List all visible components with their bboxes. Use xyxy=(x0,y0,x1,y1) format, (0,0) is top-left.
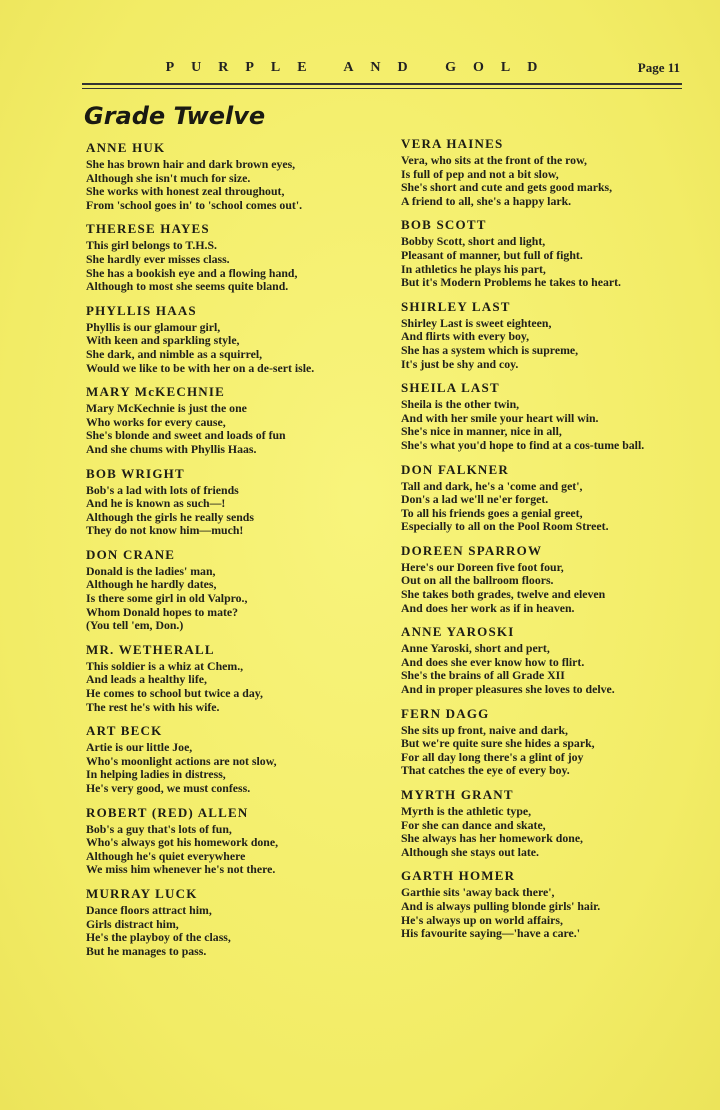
poem-line: A friend to all, she's a happy lark. xyxy=(401,193,572,208)
poem-entry xyxy=(401,299,689,371)
poem-line: To all his friends goes a genial greet, xyxy=(401,505,583,520)
poem-line: The rest he's with his wife. xyxy=(86,699,220,714)
poem-line: Phyllis is our glamour girl, xyxy=(86,319,221,334)
poem-line: Out on all the ballroom floors. xyxy=(401,573,554,588)
poem-line: She's what you'd hope to find at a cos-tume ball. xyxy=(401,437,645,452)
poem-line: Girls distract him, xyxy=(86,916,179,931)
poem-line: Bob's a guy that's lots of fun, xyxy=(86,821,232,836)
poem-line: Pleasant of manner, but full of fight. xyxy=(401,247,583,262)
student-name: ANNE YAROSKI xyxy=(401,624,515,640)
poem-line: She always has her homework done, xyxy=(401,831,583,846)
poem-line: For all day long there's a glint of joy xyxy=(401,749,584,764)
poem-line: Would we like to be with her on a de-sert isle. xyxy=(86,360,315,375)
poem-entry xyxy=(401,217,689,289)
poem-line: She's blonde and sweet and loads of fun xyxy=(86,428,286,443)
student-name: MURRAY LUCK xyxy=(86,885,198,901)
poem-line: And does her work as if in heaven. xyxy=(401,600,575,615)
poem-line: He comes to school but twice a day, xyxy=(86,686,263,701)
poem-line: Although he's quiet everywhere xyxy=(86,848,246,863)
poem-line: We miss him whenever he's not there. xyxy=(86,862,276,877)
poem-line: Especially to all on the Pool Room Street. xyxy=(401,519,609,534)
poem-entry xyxy=(86,547,374,633)
poem-entry xyxy=(86,805,374,877)
student-name: FERN DAGG xyxy=(401,705,490,721)
student-name: BOB SCOTT xyxy=(401,217,487,233)
poem-line: She takes both grades, twelve and eleven xyxy=(401,587,606,602)
student-name: DOREEN SPARROW xyxy=(401,542,543,558)
poem-line: Although the girls he really sends xyxy=(86,509,254,524)
masthead: PURPLE AND GOLD xyxy=(165,60,555,75)
student-name: DON CRANE xyxy=(86,546,176,562)
student-name: MARY McKECHNIE xyxy=(86,384,225,400)
poem-line: But he manages to pass. xyxy=(86,943,207,958)
student-name: BOB WRIGHT xyxy=(86,465,185,481)
poem-line: Bob's a lad with lots of friends xyxy=(86,482,239,497)
poem-line: Artie is our little Joe, xyxy=(86,740,193,755)
poem-line: Who's moonlight actions are not slow, xyxy=(86,753,277,768)
poem-line: In helping ladies in distress, xyxy=(86,767,226,782)
poem-line: Bobby Scott, short and light, xyxy=(401,234,546,249)
poem-entry xyxy=(86,466,374,538)
poem-entry xyxy=(401,706,689,778)
student-name: THERESE HAYES xyxy=(86,221,210,237)
poem-line: Is there some girl in old Valpro., xyxy=(86,591,248,606)
student-name: GARTH HOMER xyxy=(401,868,516,884)
header-rule-thick xyxy=(82,83,682,85)
poem-entry xyxy=(86,723,374,795)
poem-line: She's the brains of all Grade XII xyxy=(401,668,565,683)
poem-line: Don's a lad we'll ne'er forget. xyxy=(401,492,549,507)
poem-line: But we're quite sure she hides a spark, xyxy=(401,736,595,751)
poem-entry xyxy=(401,462,689,534)
poem-entry xyxy=(86,886,374,958)
poem-line: And leads a healthy life, xyxy=(86,672,207,687)
poem-line: With keen and sparkling style, xyxy=(86,333,240,348)
poem-line: This soldier is a whiz at Chem., xyxy=(86,658,244,673)
page-number: Page 11 xyxy=(637,60,680,75)
poem-line: For she can dance and skate, xyxy=(401,817,546,832)
poem-line: He's very good, we must confess. xyxy=(86,781,251,795)
student-name: ANNE HUK xyxy=(86,140,166,155)
poem-line: Dance floors attract him, xyxy=(86,902,212,917)
poem-line: And she chums with Phyllis Haas. xyxy=(86,441,257,456)
poem-line: Vera, who sits at the front of the row, xyxy=(401,153,587,167)
poem-line: Although she isn't much for size. xyxy=(86,170,251,185)
poem-entry xyxy=(401,136,689,208)
student-name: ROBERT (RED) ALLEN xyxy=(86,804,249,820)
poem-entry xyxy=(401,787,689,859)
poem-line: (You tell 'em, Don.) xyxy=(86,618,184,633)
student-name: PHYLLIS HAAS xyxy=(86,302,197,318)
poem-entry xyxy=(86,384,374,456)
poem-line: She dark, and nimble as a squirrel, xyxy=(86,346,263,361)
poem-line: Sheila is the other twin, xyxy=(401,397,520,412)
poem-line: She's short and cute and gets good marks, xyxy=(401,180,613,195)
poem-line: Mary McKechnie is just the one xyxy=(86,401,247,416)
poem-line: She works with honest zeal throughout, xyxy=(86,184,285,199)
poem-line: He's the playboy of the class, xyxy=(86,930,231,945)
poem-line: And in proper pleasures she loves to delve. xyxy=(401,682,615,697)
header-rule-thin xyxy=(82,88,682,89)
poem-line: Although he hardly dates, xyxy=(86,577,217,592)
poem-line: In athletics he plays his part, xyxy=(401,261,546,276)
poem-line: Who works for every cause, xyxy=(86,414,226,429)
poem-line: His favourite saying—'have a care.' xyxy=(401,926,581,941)
poem-line: Although to most she seems quite bland. xyxy=(86,279,289,294)
student-name: VERA HAINES xyxy=(401,136,504,151)
poem-line: It's just be shy and coy. xyxy=(401,356,519,371)
left-column xyxy=(86,140,374,967)
section-title: Grade Twelve xyxy=(84,102,266,130)
poem-line: Is full of pep and not a bit slow, xyxy=(401,166,559,181)
poem-line: And with her smile your heart will win. xyxy=(401,410,599,425)
student-name: SHIRLEY LAST xyxy=(401,298,511,314)
poem-line: She has brown hair and dark brown eyes, xyxy=(86,157,296,171)
poem-entry xyxy=(86,221,374,293)
poem-line: And is always pulling blonde girls' hair. xyxy=(401,898,601,913)
poem-line: She has a system which is supreme, xyxy=(401,342,579,357)
student-name: ART BECK xyxy=(86,723,163,739)
poem-entry xyxy=(401,380,689,452)
poem-entry xyxy=(401,543,689,615)
poem-line: But it's Modern Problems he takes to heart. xyxy=(401,275,621,290)
poem-entry xyxy=(86,140,374,212)
poem-line: Here's our Doreen five foot four, xyxy=(401,559,564,574)
poem-line: Garthie sits 'away back there', xyxy=(401,885,555,900)
poem-line: Tall and dark, he's a 'come and get', xyxy=(401,478,583,493)
poem-line: This girl belongs to T.H.S. xyxy=(86,238,217,253)
poem-line: Donald is the ladies' man, xyxy=(86,563,216,578)
student-name: SHEILA LAST xyxy=(401,380,500,396)
poem-line: Although she stays out late. xyxy=(401,844,539,859)
poem-line: She hardly ever misses class. xyxy=(86,251,230,266)
poem-line: Who's always got his homework done, xyxy=(86,835,279,850)
poem-entry xyxy=(86,642,374,714)
poem-line: He's always up on world affairs, xyxy=(401,912,563,927)
poem-line: Anne Yaroski, short and pert, xyxy=(401,641,550,656)
poem-line: Myrth is the athletic type, xyxy=(401,804,532,818)
poem-line: And does she ever know how to flirt. xyxy=(401,654,585,669)
poem-line: From 'school goes in' to 'school comes out'. xyxy=(86,197,303,212)
poem-entry xyxy=(86,303,374,375)
student-name: MR. WETHERALL xyxy=(86,641,215,657)
poem-line: They do not know him—much! xyxy=(86,523,244,538)
right-column xyxy=(401,136,689,950)
page-header xyxy=(0,56,720,86)
poem-line: And flirts with every boy, xyxy=(401,329,530,344)
poem-entry xyxy=(401,624,689,696)
poem-line: She sits up front, naive and dark, xyxy=(401,722,568,737)
poem-line: Whom Donald hopes to mate? xyxy=(86,604,239,619)
student-name: DON FALKNER xyxy=(401,461,509,477)
poem-line: Shirley Last is sweet eighteen, xyxy=(401,315,552,330)
poem-line: And he is known as such—! xyxy=(86,496,226,511)
poem-entry xyxy=(401,868,689,940)
poem-line: She's nice in manner, nice in all, xyxy=(401,424,562,439)
student-name: MYRTH GRANT xyxy=(401,787,514,802)
poem-line: She has a bookish eye and a flowing hand, xyxy=(86,265,298,280)
poem-line: That catches the eye of every boy. xyxy=(401,763,570,778)
